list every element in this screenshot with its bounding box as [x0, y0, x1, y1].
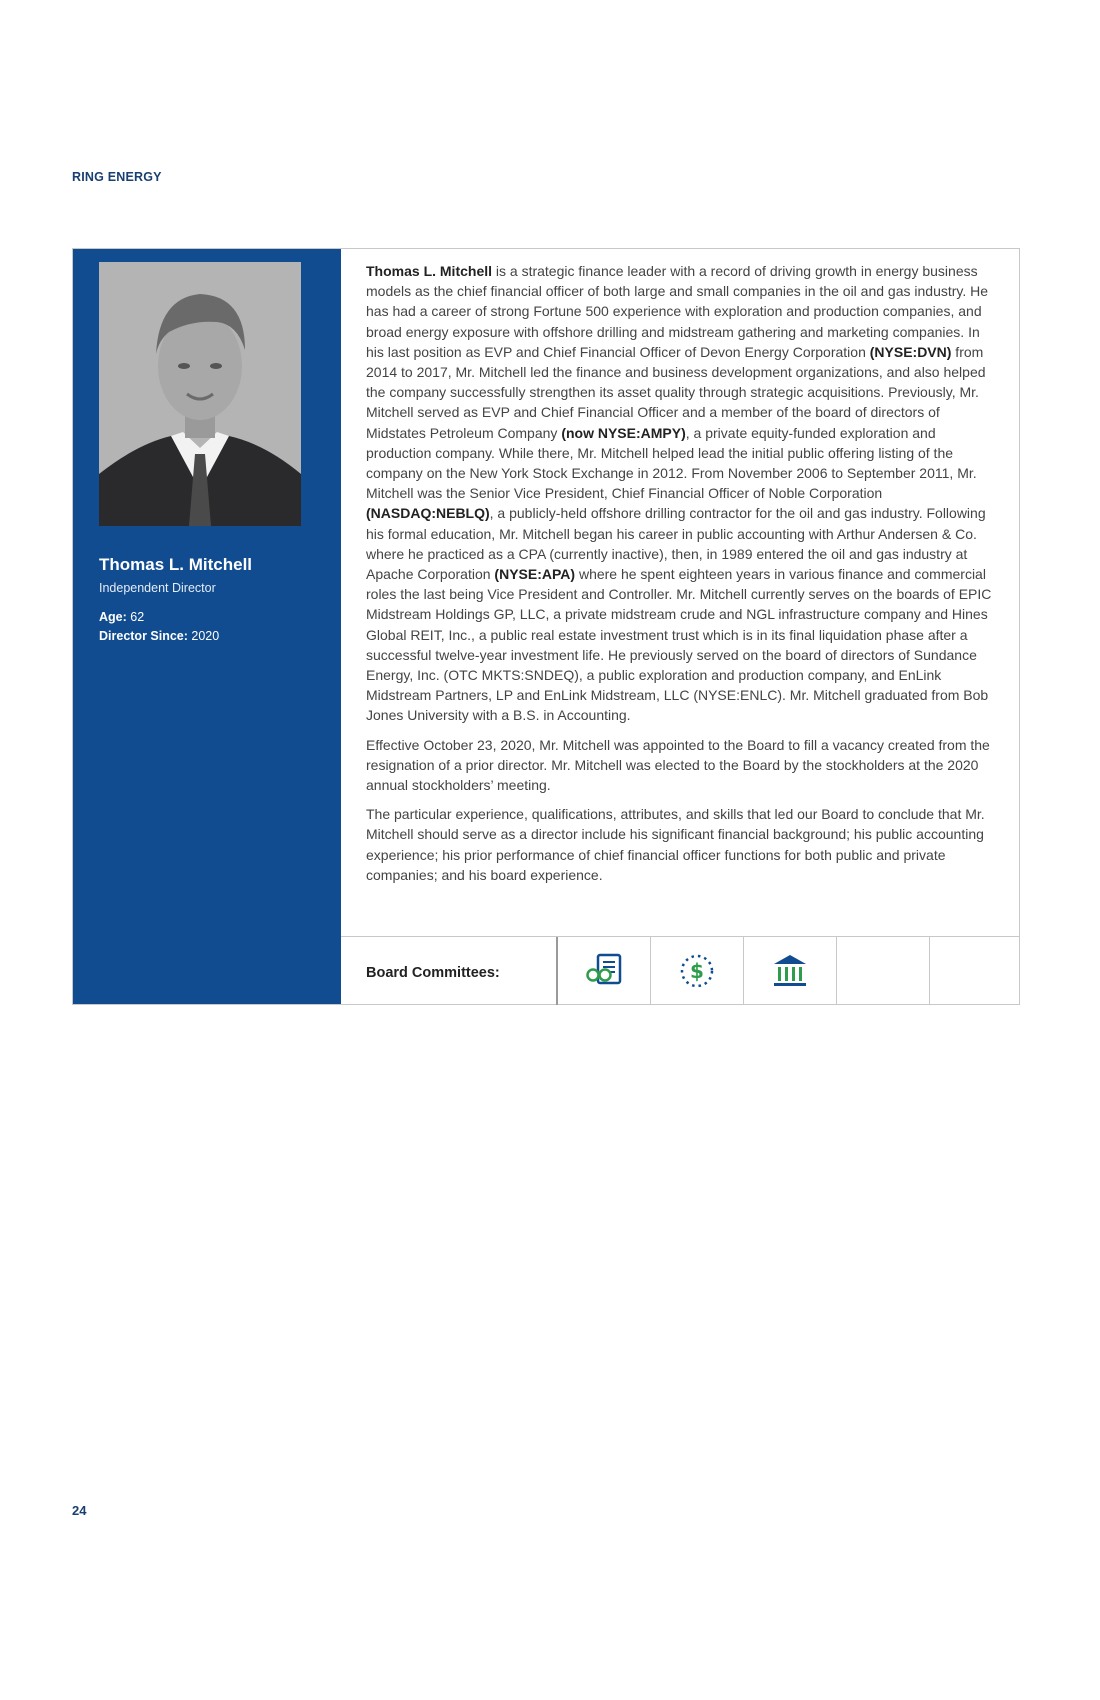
director-sidebar	[73, 249, 341, 1004]
director-since	[99, 629, 219, 643]
portrait-illustration	[99, 262, 301, 526]
bio-bold-segment: (now NYSE:AMPY)	[561, 424, 686, 441]
committee-cell-governance	[558, 937, 651, 1005]
bio-bold-segment: Thomas L. Mitchell	[366, 263, 493, 279]
bio-paragraph-2: Effective October 23, 2020, Mr. Mitchell was appointed to the Board to fill a vacancy created from the resignation of a prior director. Mr. Mitchell was elected to the Board by the stockholders at the 2020 annual stockholders’ meeting.	[366, 736, 990, 794]
bio-paragraph-1	[366, 261, 996, 726]
age-label: Age:	[99, 610, 127, 624]
director-biography	[366, 261, 996, 894]
committee-cell-empty-2	[930, 937, 1019, 1005]
board-committees-label: Board Committees:	[366, 965, 500, 981]
age-value: 62	[130, 610, 145, 624]
audit-dollar-icon	[679, 953, 717, 989]
committee-cell-institution	[744, 937, 837, 1005]
since-value: 2020	[191, 629, 220, 643]
director-title: Independent Director	[99, 581, 216, 595]
board-committees-row	[341, 936, 1019, 1005]
director-photo	[99, 262, 301, 526]
bio-text-segment: where he spent eighteen years in various finance and commercial roles the last being Vice President and Controller. Mr. Mitchell currently serves on the boards of EPIC Midstream Holdings GP, LLC, a private midstream crude and NGL infrastructure company and Hines Global REIT, Inc., a public real estate investment trust which is in its final liquidation phase after a successful twelve-year investment life. He previously served on the board of directors of Sundance Energy, Inc. (OTC MKTS:SNDEQ), a public exploration and production company, and EnLink Midstream Partners, LP and EnLink Midstream, LLC (NYSE:ENLC). Mr. Mitchell graduated from Bob Jones University with a B.S. in Accounting.	[366, 566, 992, 724]
bio-paragraph-3: The particular experience, qualifications, attributes, and skills that led our Board to conclude that Mr. Mitchell should serve as a director include his significant financial background; his public accounting experience; his prior performance of chief financial officer functions for both public and private companies; and his board experience.	[366, 806, 985, 883]
bio-text-segment: is a strategic finance leader with a record of driving growth in energy business models as the chief financial officer of both large and small companies in the oil and gas industry. He has had a career of strong Fortune 500 experience with exploration and production companies, and broad energy exposure with offshore drilling and midstream gathering and marketing companies. In his last position as EVP and Chief Financial Officer of Devon Energy Corporation	[366, 263, 989, 360]
svg-text:$: $	[690, 959, 704, 983]
bio-text-segment: , a publicly-held offshore drilling contractor for the oil and gas industry. Following his formal education, Mr. Mitchell began his career in public accounting with Arthur Andersen & Co. where he practiced as a CPA (currently inactive), then, in 1989 entered the oil and gas industry at Apache Corporation	[366, 505, 986, 583]
bio-bold-segment: (NASDAQ:NEBLQ)	[366, 505, 490, 522]
bio-text-segment: from 2014 to 2017, Mr. Mitchell led the finance and business development organizations, and also helped the company successfully strengthen its asset quality through strategic acquisitions. Previously, Mr. Mitchell served as EVP and Chief Financial Officer and a member of the board of directors of Midstates Petroleum Company	[366, 343, 986, 441]
director-name: Thomas L. Mitchell	[99, 555, 253, 574]
director-card	[72, 248, 1020, 1005]
since-label: Director Since:	[99, 629, 188, 643]
company-header: RING ENERGY	[72, 170, 162, 184]
bio-bold-segment: (NYSE:APA)	[494, 566, 576, 583]
bio-bold-segment: (NYSE:DVN)	[869, 343, 952, 360]
governance-glasses-document-icon	[586, 953, 624, 989]
bio-text-segment: , a private equity-funded exploration and production company. While there, Mr. Mitchell helped lead the initial public offering listing of the company on the New York Stock Exchange in 2012. From November 2006 to September 2011, Mr. Mitchell was the Senior Vice President, Chief Financial Officer of Noble Corporation	[366, 424, 977, 502]
committee-cell-empty-1	[837, 937, 930, 1005]
board-committees-label-cell	[341, 937, 558, 1005]
institution-building-icon	[772, 953, 810, 989]
committee-cell-audit	[651, 937, 744, 1005]
director-age	[99, 610, 144, 624]
page-number: 24	[72, 1503, 87, 1518]
